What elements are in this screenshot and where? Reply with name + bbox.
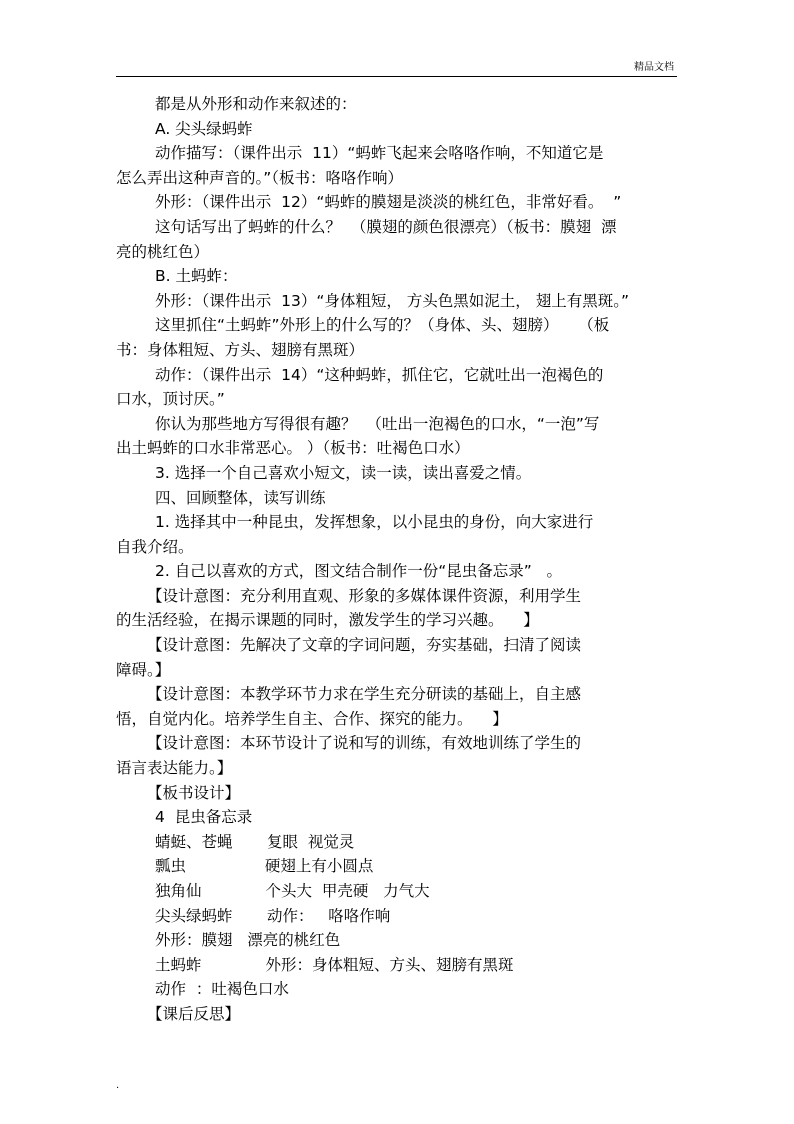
text-line: 【设计意图：本教学环节力求在学生充分研读的基础上，自主感 [147,685,582,704]
text-line: 这里抓住“土蚂蚱”外形上的什么写的？（身体、头、翅膀） （板 [155,316,610,335]
text-line: 动作描写：（课件出示 11）“蚂蚱飞起来会咯咯作响，不知道它是 [155,144,604,163]
text-line: 动作：（课件出示 14）“这种蚂蚱，抓住它，它就吐出一泡褐色的 [155,365,604,384]
text-line: 独角仙 个头大 甲壳硬 力气大 [155,882,430,900]
text-line: 都是从外形和动作来叙述的： [155,95,357,113]
text-line: 语言表达能力。】 [116,759,233,778]
text-line: 外形：膜翅 漂亮的桃红色 [155,931,341,950]
text-line: 【设计意图：先解决了文章的字词问题，夯实基础，扫清了阅读 [147,636,582,655]
text-line: 3. 选择一个自己喜欢小短文，读一读，读出喜爱之情。 [155,463,532,482]
text-line: 【设计意图：本环节设计了说和写的训练，有效地训练了学生的 [147,734,582,753]
text-line: 悟，自觉内化。培养学生自主、合作、探究的能力。 】 [116,709,508,728]
footer-mark: . [116,1080,120,1091]
text-line: 尖头绿蚂蚱 动作： 咯咯作响 [155,906,391,925]
header-divider [116,76,677,77]
text-line: 【课后反思】 [147,1004,241,1023]
text-line: 瓢虫 硬翅上有小圆点 [155,857,374,876]
text-line: 动作 ：吐褐色口水 [155,980,289,999]
text-line: 的生活经验，在揭示课题的同时，激发学生的学习兴趣。 】 [116,611,539,630]
text-line: 4 昆虫备忘录 [155,808,253,827]
page-header-label: 精品文档 [634,62,674,73]
text-line: 书：身体粗短、方头、翅膀有黑斑） [116,340,365,359]
text-line: 亮的桃红色） [116,242,210,261]
text-line: 自我介绍。 [116,537,194,556]
text-line: 外形：（课件出示 12）“蚂蚱的膜翅是淡淡的桃红色，非常好看。 ” [155,193,622,212]
text-line: 2. 自己以喜欢的方式，图文结合制作一份“昆虫备忘录” 。 [155,562,563,581]
text-line: 蜻蜓、苍蝇 复眼 视觉灵 [155,832,355,851]
text-line: A. 尖头绿蚂蚱 [155,119,253,138]
text-line: 障碍。】 [116,660,171,679]
text-line: 【设计意图：充分利用直观、形象的多媒体课件资源，利用学生 [147,586,582,605]
text-line: 这句话写出了蚂蚱的什么？ （膜翅的颜色很漂亮）（板书：膜翅 漂 [155,217,617,236]
text-line: 外形：（课件出示 13）“身体粗短， 方头色黑如泥土， 翅上有黑斑。” [155,291,629,310]
text-line: 你认为那些地方写得很有趣？ （吐出一泡褐色的口水，“一泡”写 [155,414,600,433]
text-line: 【板书设计】 [147,783,241,802]
text-line: 怎么弄出这种声音的。”（板书：咯咯作响） [116,168,404,187]
text-line: 四、回顾整体，读写训练 [155,488,326,507]
text-line: 口水，顶讨厌。” [116,390,225,409]
document-body [116,92,678,1027]
text-line: 土蚂蚱 外形：身体粗短、方头、翅膀有黑斑 [155,955,514,974]
text-line: 1. 选择其中一种昆虫，发挥想象，以小昆虫的身份，向大家进行 [155,513,594,532]
text-line: 出土蚂蚱的口水非常恶心。 ）（板书：吐褐色口水） [116,439,470,458]
text-line: B. 土蚂蚱： [155,267,238,286]
